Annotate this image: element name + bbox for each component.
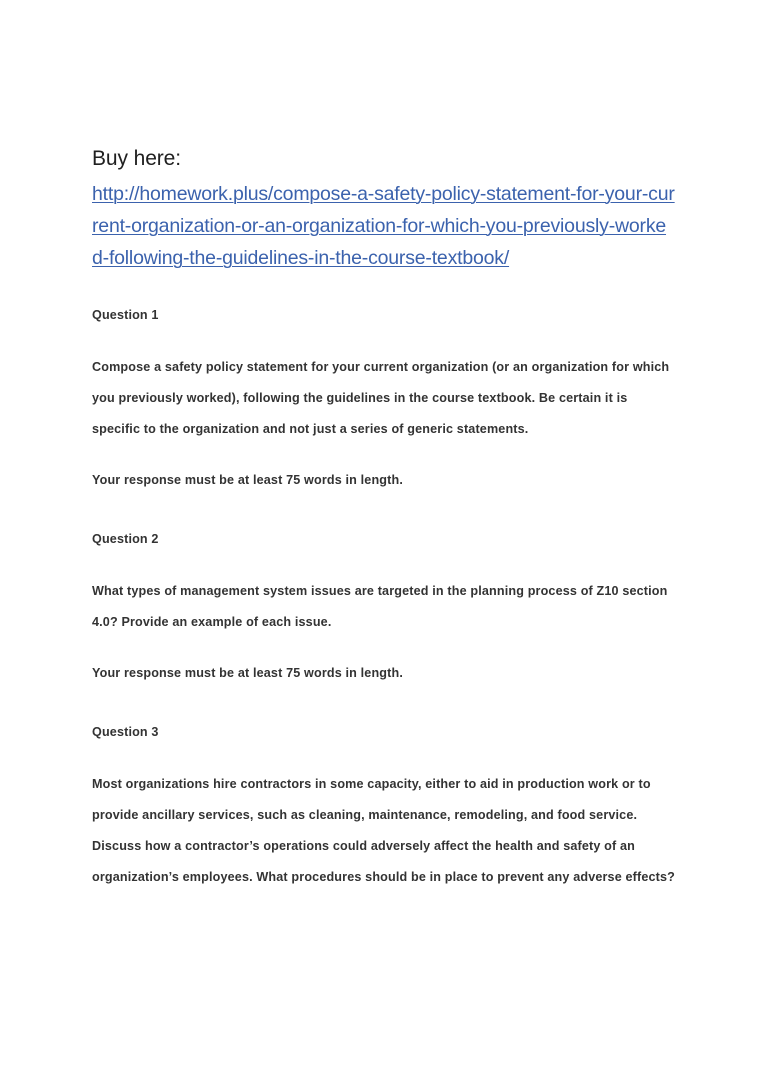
spacer-q1-heading: [92, 331, 676, 352]
question-2-requirement: Your response must be at least 75 words in length.: [92, 666, 403, 680]
spacer-after-link: [92, 274, 676, 300]
question-block-3: [92, 717, 676, 893]
question-1-body: Compose a safety policy statement for your current organization (or an organization for which you previously worked), following the guidelines in the course textbook. Be certain it is specific to the organization and not just a series of generic statements.: [92, 360, 670, 436]
question-3-body: Most organizations hire contractors in some capacity, either to aid in production work or to provide ancillary services, such as cleaning, maintenance, remodeling, and food service. Discuss how a contractor’s operations could adversely affect the health and safety of an organization’s employees. What procedures should be in place to prevent any adverse effects?: [92, 777, 676, 884]
question-2-body: What types of management system issues are targeted in the planning process of Z10 section 4.0? Provide an example of each issue.: [92, 584, 668, 629]
question-1-heading: Question 1: [92, 308, 159, 322]
question-1-requirement: Your response must be at least 75 words in length.: [92, 473, 403, 487]
document-content: [92, 143, 676, 893]
question-2-heading: Question 2: [92, 532, 159, 546]
spacer-q2-body: [92, 638, 676, 658]
question-block-1: [92, 300, 676, 496]
spacer-after-q2: [92, 689, 676, 717]
purchase-link[interactable]: http://homework.plus/compose-a-safety-policy-statement-for-your-current-organization-or-an-organization-for-which-you-previously-worked-following-the-guidelines-in-the-course-textbook/: [92, 183, 675, 269]
purchase-link-paragraph: [92, 178, 676, 274]
spacer-q2-heading: [92, 555, 676, 576]
question-3-heading: Question 3: [92, 725, 159, 739]
spacer-q3-heading: [92, 748, 676, 769]
spacer-after-q1: [92, 496, 676, 524]
spacer-q1-body: [92, 445, 676, 465]
buy-here-label: Buy here:: [92, 147, 181, 170]
question-block-2: [92, 524, 676, 689]
